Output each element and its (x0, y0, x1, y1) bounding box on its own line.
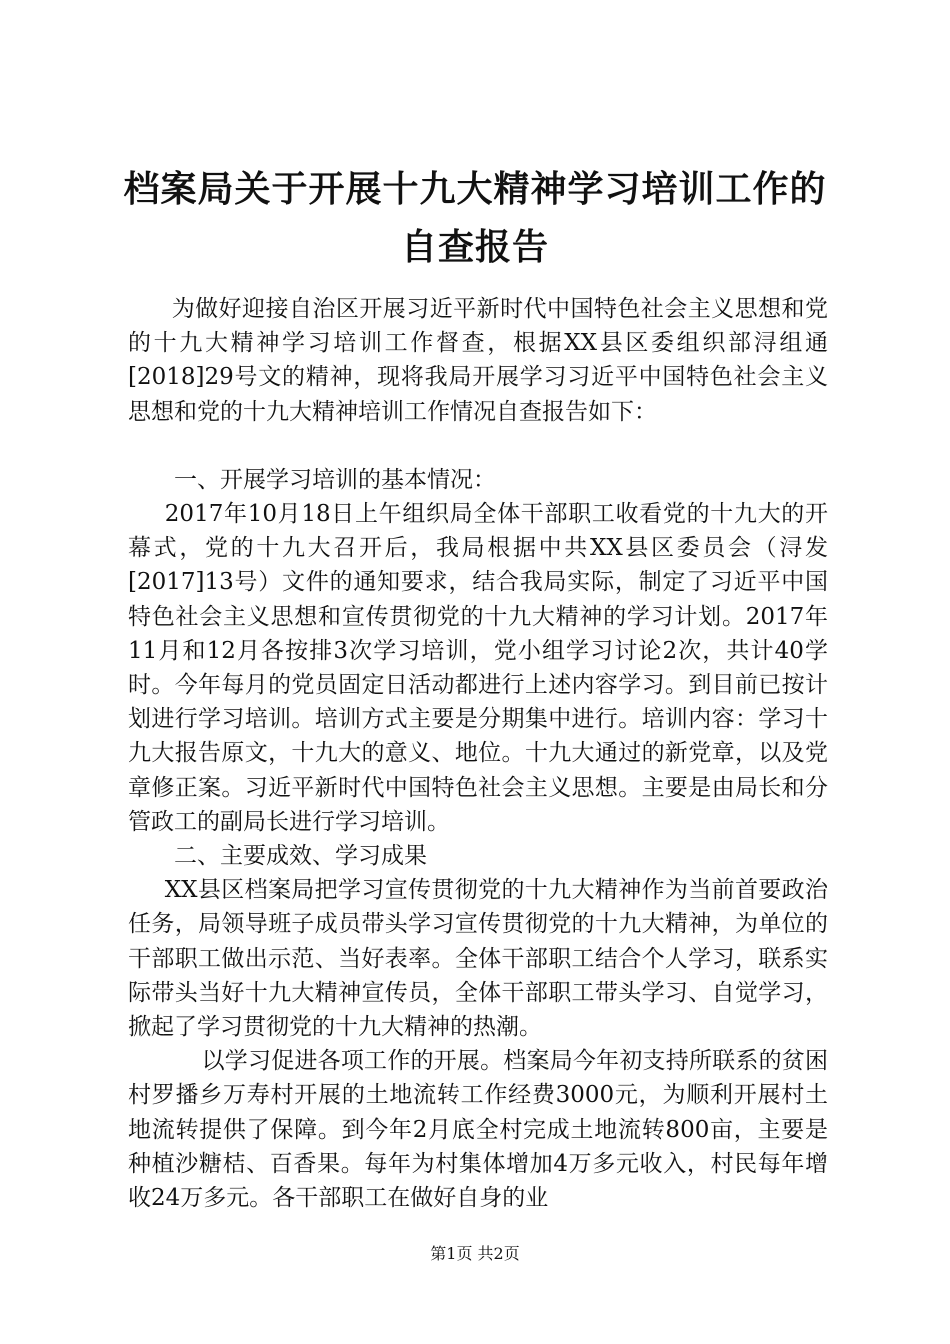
section-heading-2: 二、主要成效、学习成果 (174, 843, 427, 870)
document-body (128, 292, 828, 1215)
section-1-paragraph: 2017年10月18日上午组织局全体干部职工收看党的十九大的开幕式，党的十九大召开后，我局根据中共XX县区委员会（浔发[2017]13号）文件的通知要求，结合我局实际，制定了习近平中国特色社会主义思想和宣传贯彻党的十九大精神的学习计划。2017年11月和12月各按排3次学习培训，党小组学习讨论2次，共计40学时。今年每月的党员固定日活动都进行上述内容学习。到目前已按计划进行学习培训。培训方式主要是分期集中进行。培训内容：学习十九大报告原文，十九大的意义、地位。十九大通过的新党章，以及党章修正案。习近平新时代中国特色社会主义思想。主要是由局长和分管政工的副局长进行学习培训。 (128, 501, 828, 835)
section-heading-1: 一、开展学习培训的基本情况： (174, 466, 496, 493)
section-2-paragraph-2: 以学习促进各项工作的开展。档案局今年初支持所联系的贫困村罗播乡万寿村开展的土地流转工作经费3000元，为顺利开展村土地流转提供了保障。到今年2月底全村完成土地流转800亩，主要是种植沙糖桔、百香果。每年为村集体增加4万多元收入，村民每年增收24万多元。各干部职工在做好自身的业 (128, 1048, 828, 1212)
section-2-paragraph: XX县区档案局把学习宣传贯彻党的十九大精神作为当前首要政治任务，局领导班子成员带头学习宣传贯彻党的十九大精神，为单位的干部职工做出示范、当好表率。全体干部职工结合个人学习，联系实际带头当好十九大精神宣传员，全体干部职工带头学习、自觉学习，掀起了学习贯彻党的十九大精神的热潮。 (128, 877, 828, 1041)
page-footer: 第1页 共2页 (430, 1244, 520, 1263)
intro-paragraph: 为做好迎接自治区开展习近平新时代中国特色社会主义思想和党的十九大精神学习培训工作督查，根据XX县区委组织部浔组通[2018]29号文的精神，现将我局开展学习习近平中国特色社会主义思想和党的十九大精神培训工作情况自查报告如下： (128, 296, 828, 425)
document-title: 档案局关于开展十九大精神学习培训工作的自查报告 (123, 168, 827, 268)
